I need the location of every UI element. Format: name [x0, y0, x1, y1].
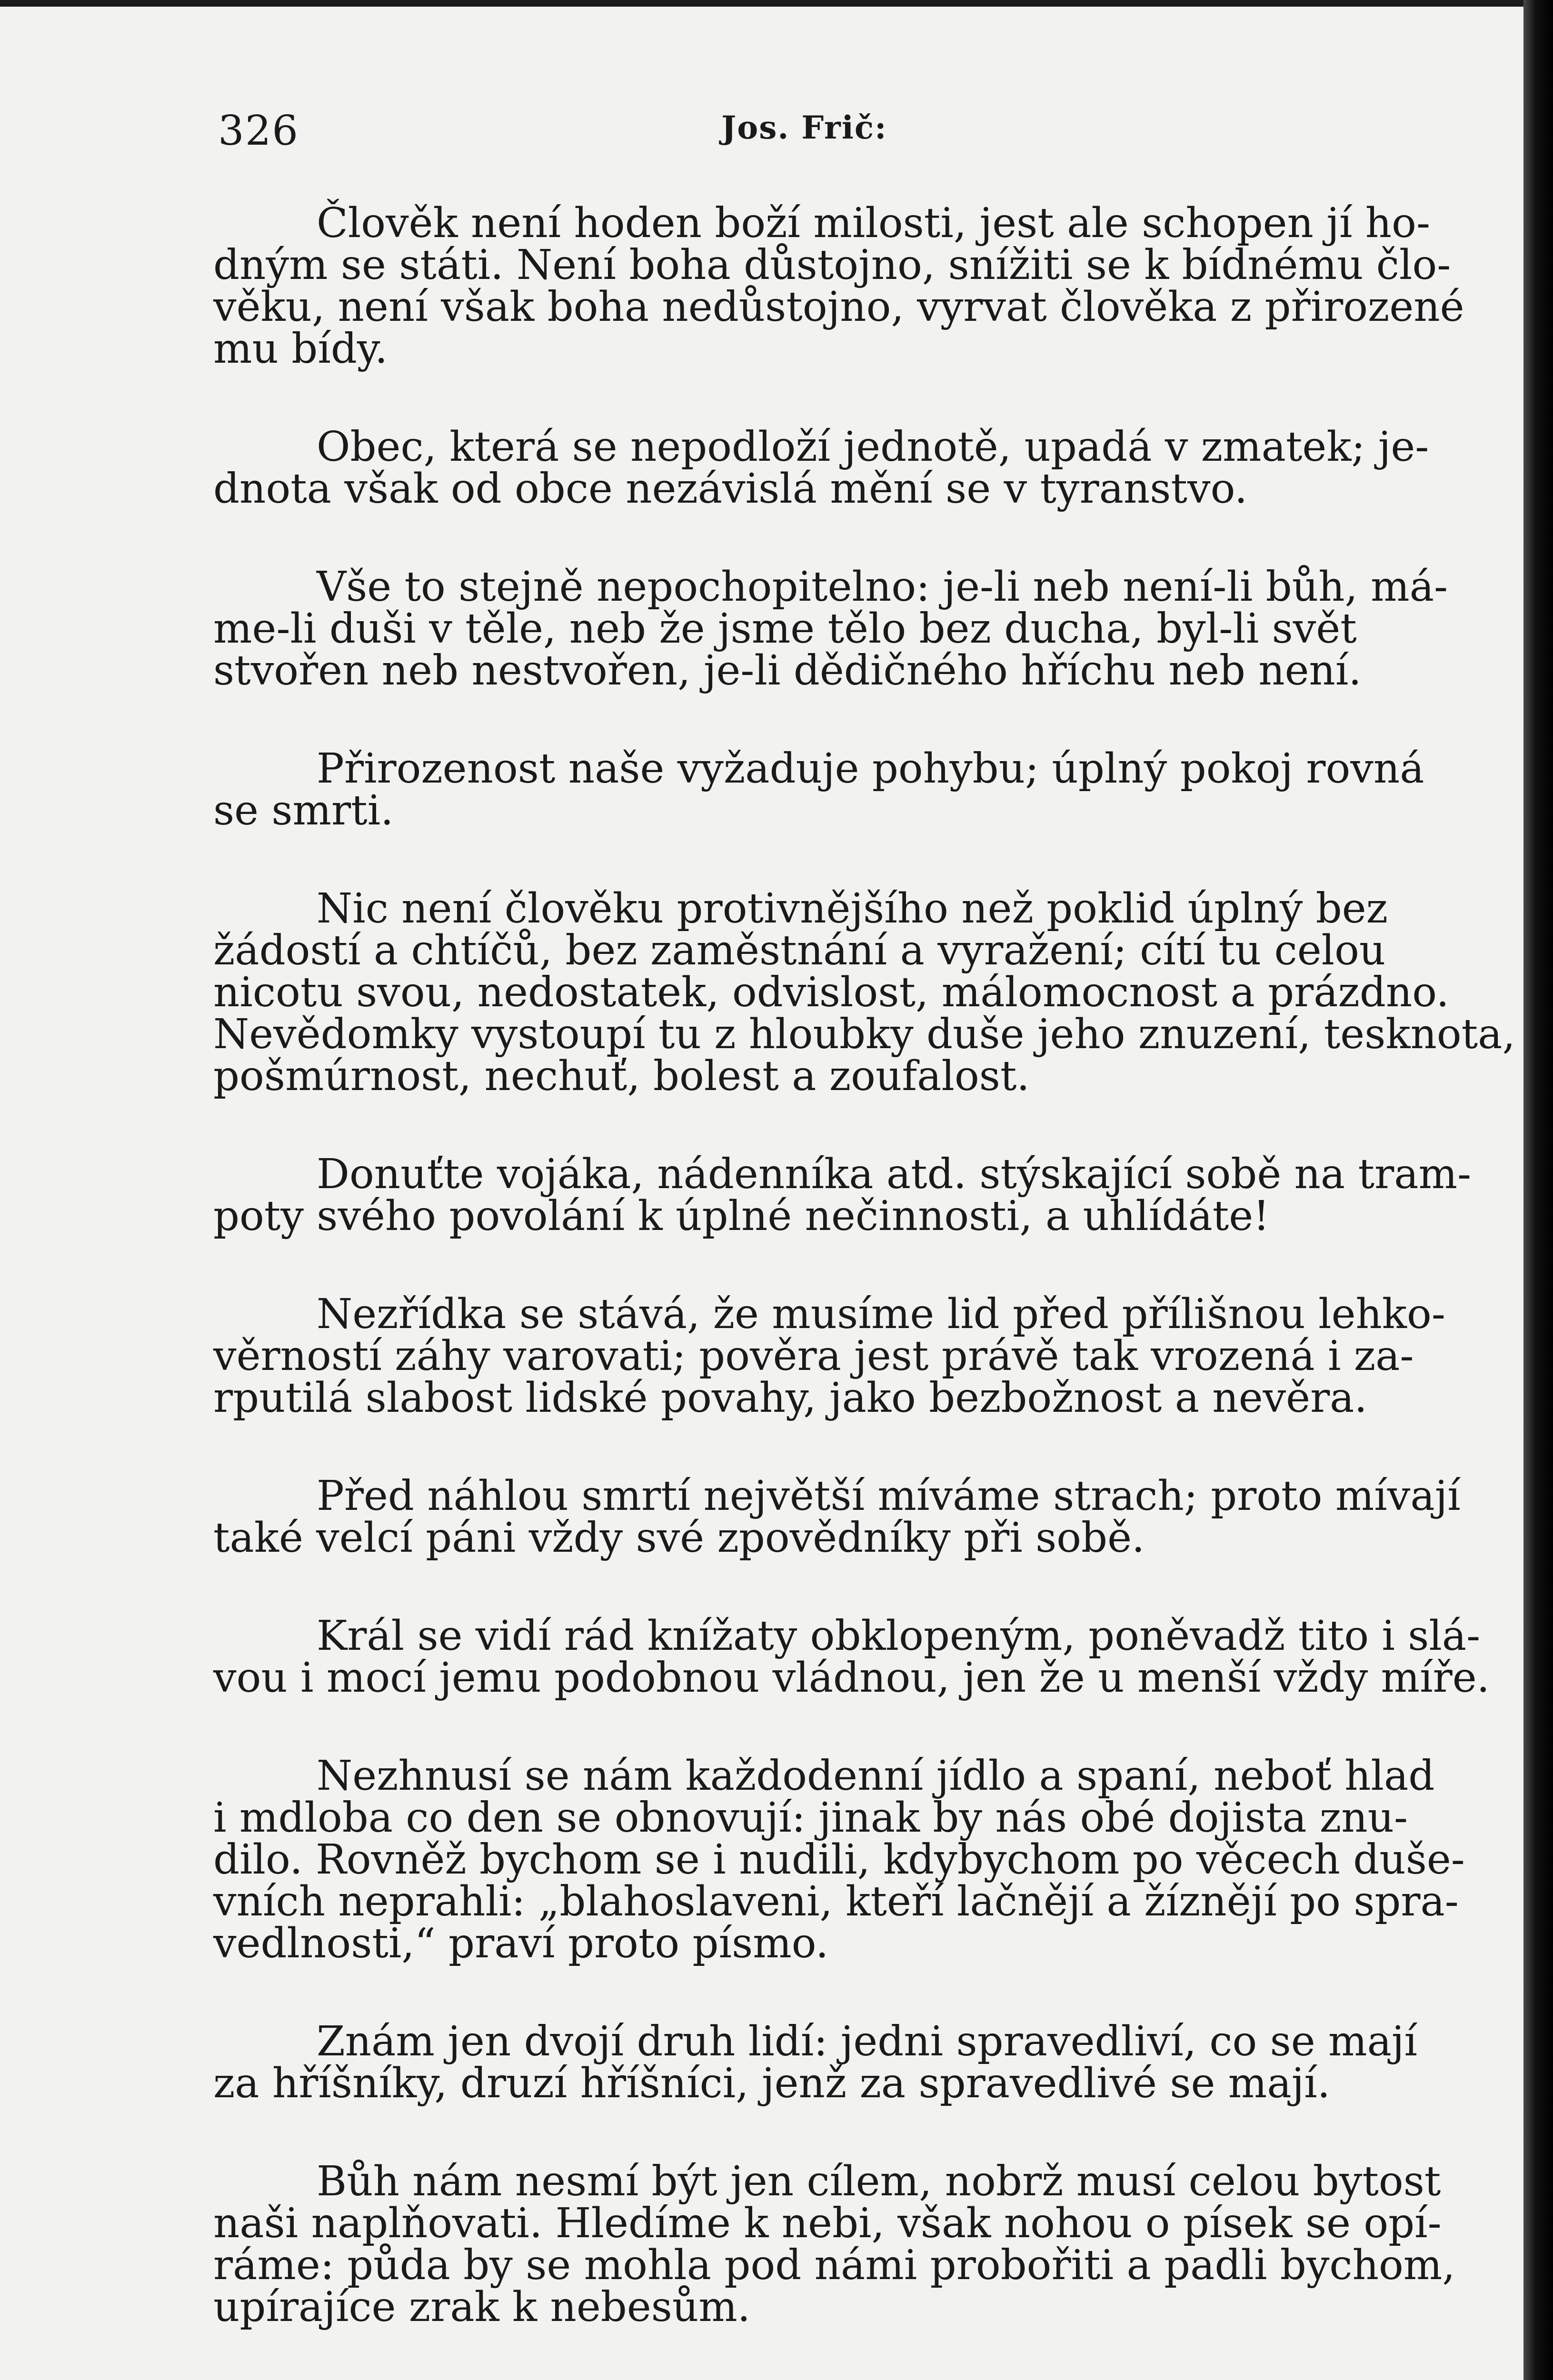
text-line: pošmúrnost, nechuť, bolest a zoufalost. [213, 1052, 1030, 1100]
text-line: mu bídy. [213, 325, 388, 373]
text-line: za hříšníky, druzí hříšníci, jenž za spravedlivé se mají. [213, 2060, 1331, 2107]
text-line: dnota však od obce nezávislá mění se v tyranstvo. [213, 465, 1248, 513]
page-binding-edge [1523, 0, 1553, 2380]
text-line: Znám jen dvojí druh lidí: jedni spravedliví, co se mají [317, 2018, 1418, 2065]
body-text [213, 199, 1515, 2380]
text-line: Vše to stejně nepochopitelno: je-li neb není-li bůh, má- [317, 563, 1448, 611]
text-line: Člověk není hoden boží milosti, jest ale schopen jí ho- [317, 199, 1431, 247]
text-line: Král se vidí rád knížaty obklopeným, poněvadž tito i slá- [317, 1612, 1481, 1660]
text-line: Před náhlou smrtí největší míváme strach; proto mívají [317, 1472, 1461, 1520]
paragraph [213, 2018, 1418, 2107]
paragraph [213, 1752, 1465, 1967]
text-line: Nevědomky vystoupí tu z hloubky duše jeho znuzení, tesknota, [213, 1011, 1515, 1058]
text-line: Nezřídka se stává, že musíme lid před přílišnou lehko- [317, 1290, 1445, 1338]
text-line: se smrti. [213, 787, 394, 834]
paragraph [213, 1290, 1445, 1422]
text-line: Nezhnusí se nám každodenní jídlo a spaní, neboť hlad [317, 1752, 1435, 1800]
text-line: me-li duši v těle, neb že jsme tělo bez ducha, byl-li svět [213, 605, 1357, 653]
page-top-edge [0, 0, 1553, 7]
text-line: poty svého povolání k úplné nečinnosti, a uhlídáte! [213, 1192, 1270, 1240]
page-number: 326 [218, 107, 299, 155]
text-line: rputilá slabost lidské povahy, jako bezbožnost a nevěra. [213, 1374, 1367, 1422]
paragraph [213, 2158, 1455, 2331]
text-line: vou i mocí jemu podobnou vládnou, jen že u menší vždy míře. [213, 1654, 1490, 1702]
paragraph [213, 563, 1448, 694]
text-line: Donuťte vojáka, nádenníka atd. stýskající sobě na tram- [317, 1150, 1472, 1198]
text-line: žádostí a chtíčů, bez zaměstnání a vyražení; cítí tu celou [213, 927, 1386, 974]
text-line: Přirozenost naše vyžaduje pohybu; úplný pokoj rovná [317, 745, 1424, 793]
paragraph [213, 199, 1464, 373]
paragraph [213, 423, 1429, 513]
paragraph [213, 745, 1424, 834]
text-line: také velcí páni vždy své zpovědníky při sobě. [213, 1514, 1145, 1562]
text-line: ráme: půda by se mohla pod námi probořiti a padli bychom, [213, 2241, 1455, 2289]
text-line: věku, není však boha nedůstojno, vyrvat člověka z přirozené [213, 283, 1464, 331]
text-line: stvořen neb nestvořen, je-li dědičného hříchu neb není. [213, 647, 1362, 694]
text-line: vedlnosti,“ praví proto písmo. [213, 1920, 829, 1967]
text-line: dným se státi. Není boha důstojno, snížiti se k bídnému člo- [213, 241, 1451, 289]
running-head: Jos. Frič: [721, 109, 887, 146]
text-line: Obec, která se nepodloží jednotě, upadá v zmatek; je- [317, 423, 1429, 471]
text-line: Bůh nám nesmí být jen cílem, nobrž musí celou bytost [317, 2158, 1441, 2205]
page-header [214, 102, 1357, 159]
text-line: dilo. Rovněž bychom se i nudili, kdybychom po věcech duše- [213, 1836, 1465, 1884]
text-line: vních neprahli: „blahoslaveni, kteří lačnějí a žíznějí po spra- [213, 1878, 1459, 1925]
text-line: i mdloba co den se obnovují: jinak by nás obé dojista znu- [213, 1794, 1408, 1842]
text-line: věrností záhy varovati; pověra jest právě tak vrozená i za- [213, 1332, 1414, 1380]
paragraph [213, 1612, 1490, 1702]
text-line: Nic není člověku protivnějšího než poklid úplný bez [317, 885, 1388, 932]
paragraph [213, 1472, 1461, 1562]
text-line: nicotu svou, nedostatek, odvislost, málomocnost a prázdno. [213, 969, 1449, 1016]
text-line: naši naplňovati. Hledíme k nebi, však nohou o písek se opí- [213, 2200, 1442, 2247]
paragraph [213, 885, 1515, 1100]
paragraph [213, 1150, 1472, 1240]
text-line: upírajíce zrak k nebesům. [213, 2283, 751, 2331]
